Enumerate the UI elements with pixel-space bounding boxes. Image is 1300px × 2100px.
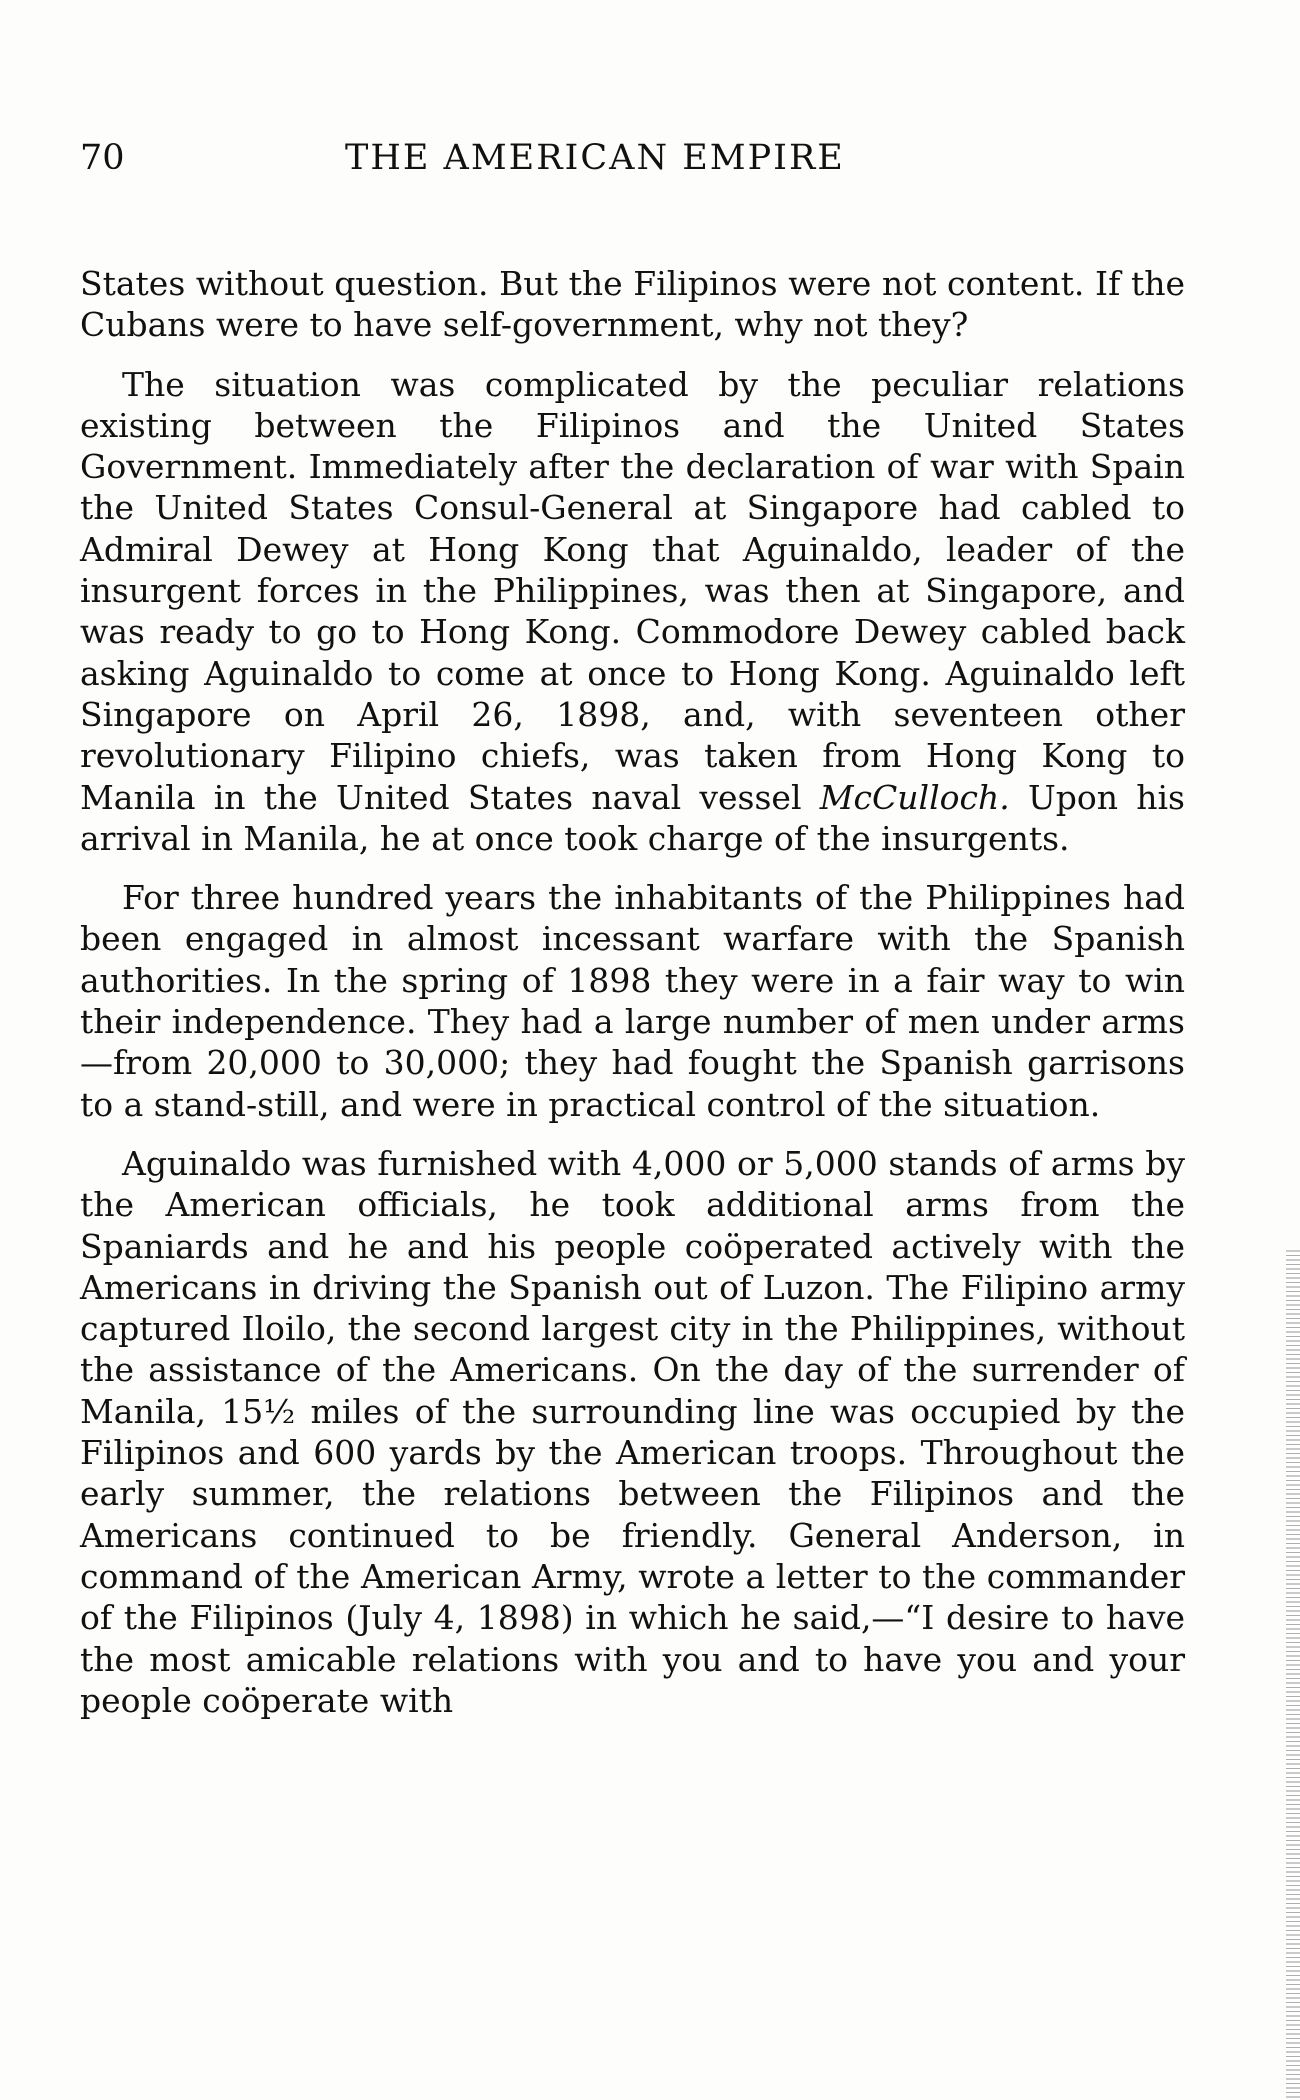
paragraph-4: Aguinaldo was furnished with 4,000 or 5,000 stands of arms by the American officials, he took additional arms from the Spaniards and he and his people coöperated actively with the Americans in driving the Spanish out of Luzon. The Filipino army captured Iloilo, the second largest city in the Philippines, without the assistance of the Americans. On the day of the surrender of Manila, 15½ miles of the surrounding line was occupied by the Filipinos and 600 yards by the American troops. Throughout the early summer, the relations between the Filipinos and the Americans continued to be friendly. General Anderson, in command of the American Army, wrote a letter to the commander of the Filipinos (July 4, 1898) in which he said,—“I desire to have the most amicable relations with you and to have you and your people coöperate with [80,1143,1185,1720]
ship-name: McCulloch. [819,777,1010,817]
page-header [80,138,1185,188]
page-edge-shadow [1286,1250,1300,2100]
paragraph-2-text-after: Upon his arrival in Manila, he at once took charge of the insurgents. [80,777,1185,858]
body-text [80,263,1185,1739]
page-number: 70 [80,138,125,178]
paragraph-1: States without question. But the Filipinos were not content. If the Cubans were to have self-government, why not they? [80,264,1185,345]
paragraph-3: For three hundred years the inhabitants of the Philippines had been engaged in almost incessant warfare with the Spanish authorities. In the spring of 1898 they were in a fair way to win their independence. They had a large number of men under arms—from 20,000 to 30,000; they had fought the Spanish garrisons to a stand-still, and were in practical control of the situation. [80,878,1185,1124]
running-title: THE AMERICAN EMPIRE [345,138,845,178]
paragraph-2-text-before: The situation was complicated by the peculiar relations existing between the Filipinos and the United States Government. Immediately after the declaration of war with Spain the United States Consul-General at Singapore had cabled to Admiral Dewey at Hong Kong that Aguinaldo, leader of the insurgent forces in the Philippines, was then at Singapore, and was ready to go to Hong Kong. Commodore Dewey cabled back asking Aguinaldo to come at once to Hong Kong. Aguinaldo left Singapore on April 26, 1898, and, with seventeen other revolutionary Filipino chiefs, was taken from Hong Kong to Manila in the United States naval vessel [80,364,1185,817]
paragraph-2 [80,364,1185,860]
